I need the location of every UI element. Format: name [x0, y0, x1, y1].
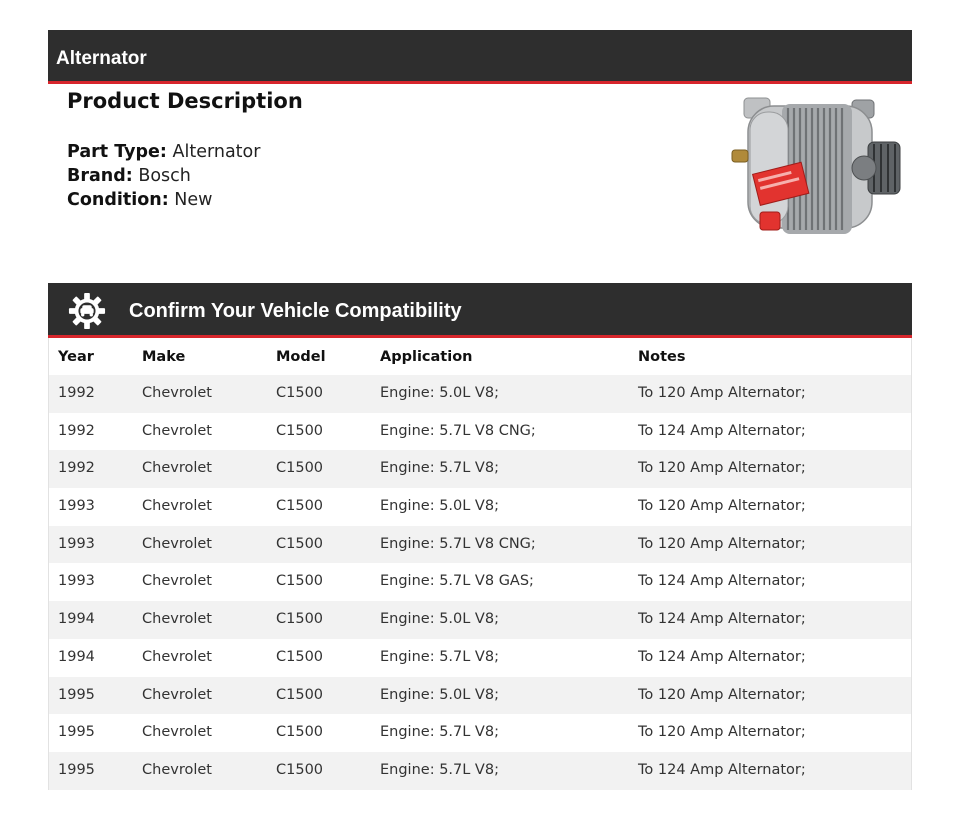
cell-make: Chevrolet [142, 573, 212, 590]
cell-notes: To 124 Amp Alternator; [638, 611, 806, 628]
table-header-row [49, 338, 911, 375]
cell-application: Engine: 5.7L V8 GAS; [380, 573, 534, 590]
cell-application: Engine: 5.7L V8 CNG; [380, 422, 536, 439]
cell-model: C1500 [276, 460, 324, 477]
cell-model: C1500 [276, 535, 324, 552]
table-row [49, 639, 911, 677]
cell-notes: To 120 Amp Alternator; [638, 724, 806, 741]
cell-make: Chevrolet [142, 460, 212, 477]
table-row [49, 488, 911, 526]
table-row [49, 526, 911, 564]
cell-year: 1992 [58, 385, 95, 401]
spec-value: New [174, 190, 213, 210]
cell-model: C1500 [276, 648, 324, 665]
cell-year: 1992 [58, 422, 95, 439]
cell-make: Chevrolet [142, 498, 212, 515]
table-row [49, 375, 911, 413]
cell-notes: To 120 Amp Alternator; [638, 460, 806, 477]
compatibility-header-bar [48, 283, 912, 338]
product-specs [67, 140, 260, 212]
cell-year: 1995 [58, 761, 95, 778]
cell-make: Chevrolet [142, 648, 212, 665]
cell-notes: To 124 Amp Alternator; [638, 761, 806, 778]
cell-model: C1500 [276, 422, 324, 439]
product-description-heading: Product Description [67, 89, 303, 113]
cell-application: Engine: 5.7L V8; [380, 761, 499, 778]
cell-make: Chevrolet [142, 535, 212, 552]
cell-year: 1993 [58, 573, 95, 590]
spec-condition [67, 188, 260, 212]
gear-car-icon [68, 292, 106, 330]
spec-label: Condition: [67, 190, 169, 210]
column-header-model: Model [276, 349, 326, 365]
cell-notes: To 120 Amp Alternator; [638, 535, 806, 552]
cell-notes: To 120 Amp Alternator; [638, 686, 806, 703]
cell-year: 1993 [58, 498, 95, 515]
cell-model: C1500 [276, 611, 324, 628]
cell-model: C1500 [276, 761, 324, 778]
table-row [49, 752, 911, 790]
table-row [49, 563, 911, 601]
cell-make: Chevrolet [142, 686, 212, 703]
cell-model: C1500 [276, 724, 324, 741]
product-title: Alternator [56, 48, 147, 69]
cell-make: Chevrolet [142, 761, 212, 778]
cell-application: Engine: 5.7L V8; [380, 460, 499, 477]
column-header-year: Year [58, 349, 94, 365]
spec-label: Part Type: [67, 142, 167, 162]
cell-model: C1500 [276, 573, 324, 590]
cell-make: Chevrolet [142, 724, 212, 741]
cell-notes: To 124 Amp Alternator; [638, 648, 806, 665]
alternator-product-image [726, 90, 906, 250]
table-row [49, 601, 911, 639]
table-row [49, 714, 911, 752]
spec-brand [67, 164, 260, 188]
compatibility-table [48, 338, 912, 790]
cell-year: 1992 [58, 460, 95, 477]
cell-application: Engine: 5.7L V8; [380, 724, 499, 741]
cell-application: Engine: 5.0L V8; [380, 385, 499, 401]
spec-value: Bosch [138, 166, 191, 186]
cell-year: 1993 [58, 535, 95, 552]
product-title-bar [48, 30, 912, 84]
spec-value: Alternator [172, 142, 261, 162]
cell-notes: To 124 Amp Alternator; [638, 573, 806, 590]
table-row [49, 677, 911, 715]
cell-notes: To 124 Amp Alternator; [638, 422, 806, 439]
column-header-notes: Notes [638, 349, 686, 365]
cell-notes: To 120 Amp Alternator; [638, 498, 806, 515]
column-header-make: Make [142, 349, 186, 365]
cell-year: 1994 [58, 611, 95, 628]
spec-part-type [67, 140, 260, 164]
cell-notes: To 120 Amp Alternator; [638, 385, 806, 401]
cell-year: 1995 [58, 686, 95, 703]
cell-application: Engine: 5.0L V8; [380, 498, 499, 515]
cell-application: Engine: 5.0L V8; [380, 686, 499, 703]
table-row [49, 413, 911, 451]
cell-make: Chevrolet [142, 422, 212, 439]
cell-year: 1994 [58, 648, 95, 665]
cell-make: Chevrolet [142, 611, 212, 628]
spec-label: Brand: [67, 166, 133, 186]
cell-make: Chevrolet [142, 385, 212, 401]
table-row [49, 450, 911, 488]
compatibility-title: Confirm Your Vehicle Compatibility [129, 300, 462, 322]
column-header-application: Application [380, 349, 473, 365]
cell-application: Engine: 5.7L V8; [380, 648, 499, 665]
cell-application: Engine: 5.0L V8; [380, 611, 499, 628]
cell-model: C1500 [276, 686, 324, 703]
cell-model: C1500 [276, 498, 324, 515]
cell-application: Engine: 5.7L V8 CNG; [380, 535, 536, 552]
cell-model: C1500 [276, 385, 324, 401]
cell-year: 1995 [58, 724, 95, 741]
